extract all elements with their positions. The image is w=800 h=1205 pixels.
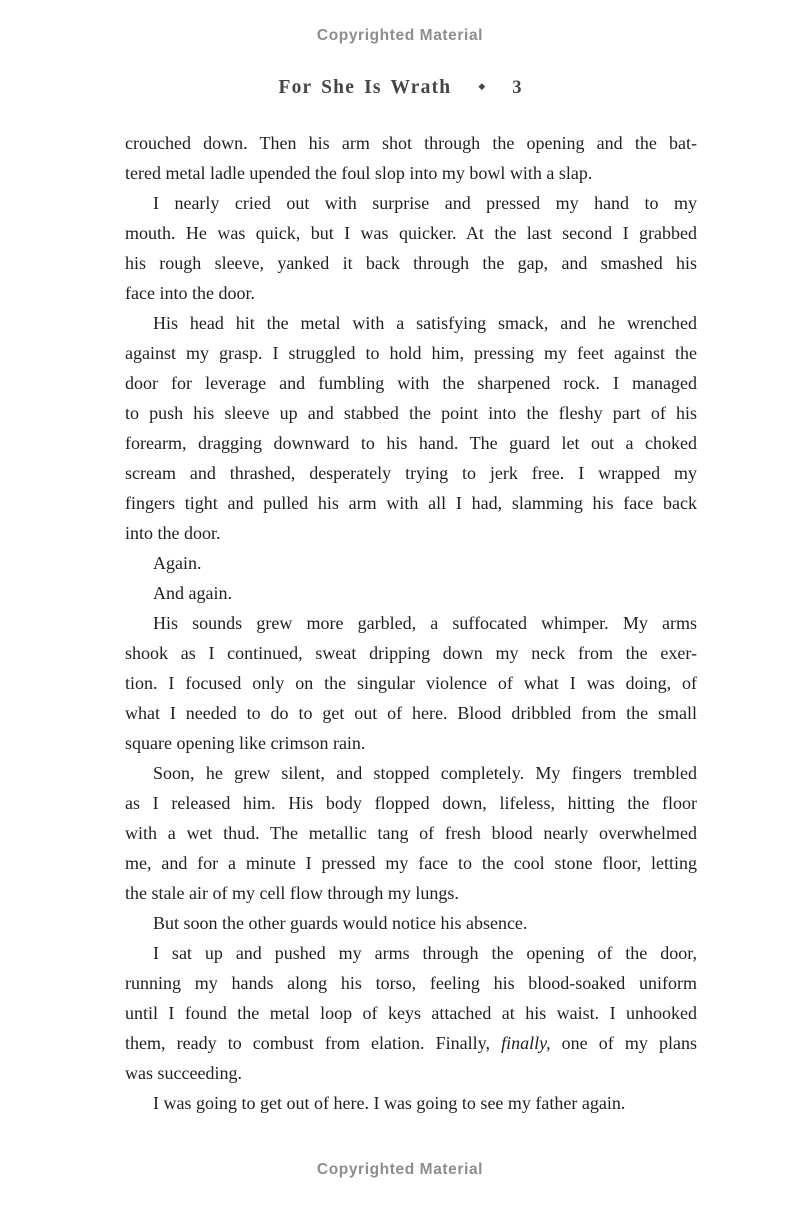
text-line: His head hit the metal with a satisfying smack, and he wrenched: [153, 313, 697, 333]
paragraph: [125, 308, 697, 548]
copyright-notice-top: Copyrighted Material: [316, 27, 484, 44]
paragraph: [125, 758, 697, 908]
book-title: For She Is Wrath: [278, 77, 452, 98]
text-line: as I released him. His body flopped down, lifeless, hitting the floor: [125, 793, 697, 813]
text-line: But soon the other guards would notice his absence.: [153, 913, 528, 933]
text-line: against my grasp. I struggled to hold him, pressing my feet against the: [125, 343, 697, 363]
text-line: face into the door.: [125, 283, 255, 303]
text-line: His sounds grew more garbled, a suffocated whimper. My arms: [153, 613, 697, 633]
text-line: fingers tight and pulled his arm with all I had, slamming his face back: [125, 493, 697, 513]
text-line: them, ready to combust from elation. Finally, finally, one of my plans: [125, 1033, 697, 1053]
text-line: what I needed to do to get out of here. Blood dribbled from the small: [125, 703, 697, 723]
text-line: Again.: [153, 553, 202, 573]
text-line: And again.: [153, 583, 232, 603]
text-line: I was going to get out of here. I was going to see my father again.: [153, 1093, 626, 1113]
text-line: I sat up and pushed my arms through the opening of the door,: [153, 943, 697, 963]
text-line: until I found the metal loop of keys attached at his waist. I unhooked: [125, 1003, 697, 1023]
text-line: forearm, dragging downward to his hand. The guard let out a choked: [125, 433, 697, 453]
paragraph: [125, 578, 697, 608]
text-line: tion. I focused only on the singular violence of what I was doing, of: [125, 673, 697, 693]
text-line: to push his sleeve up and stabbed the point into the fleshy part of his: [125, 403, 697, 423]
text-line: crouched down. Then his arm shot through the opening and the bat-: [125, 133, 697, 153]
paragraph: [125, 188, 697, 308]
copyright-notice-bottom: Copyrighted Material: [316, 1161, 484, 1178]
page-number: 3: [512, 78, 522, 98]
diamond-separator-icon: ◆: [478, 81, 486, 91]
paragraph: [125, 608, 697, 758]
text-line: Soon, he grew silent, and stopped completely. My fingers trembled: [153, 763, 697, 783]
paragraph: [125, 128, 697, 188]
running-header: [0, 76, 800, 102]
body-text: [125, 128, 697, 1118]
paragraph: [125, 908, 697, 938]
text-line: running my hands along his torso, feeling his blood-soaked uniform: [125, 973, 697, 993]
text-line: me, and for a minute I pressed my face to the cool stone floor, letting: [125, 853, 697, 873]
paragraph: [125, 938, 697, 1088]
text-line: with a wet thud. The metallic tang of fresh blood nearly overwhelmed: [125, 823, 697, 843]
text-line: door for leverage and fumbling with the sharpened rock. I managed: [125, 373, 697, 393]
text-line: tered metal ladle upended the foul slop into my bowl with a slap.: [125, 163, 593, 183]
text-line: I nearly cried out with surprise and pressed my hand to my: [153, 193, 697, 213]
paragraph: [125, 1088, 697, 1118]
paragraph: [125, 548, 697, 578]
text-line: shook as I continued, sweat dripping down my neck from the exer-: [125, 643, 697, 663]
text-line: mouth. He was quick, but I was quicker. At the last second I grabbed: [125, 223, 697, 243]
text-line: the stale air of my cell flow through my lungs.: [125, 883, 459, 903]
italic-text: finally,: [501, 1033, 551, 1053]
text-line: his rough sleeve, yanked it back through the gap, and smashed his: [125, 253, 697, 273]
text-line: square opening like crimson rain.: [125, 733, 366, 753]
text-line: into the door.: [125, 523, 221, 543]
text-line: was succeeding.: [125, 1063, 242, 1083]
text-line: scream and thrashed, desperately trying to jerk free. I wrapped my: [125, 463, 697, 483]
